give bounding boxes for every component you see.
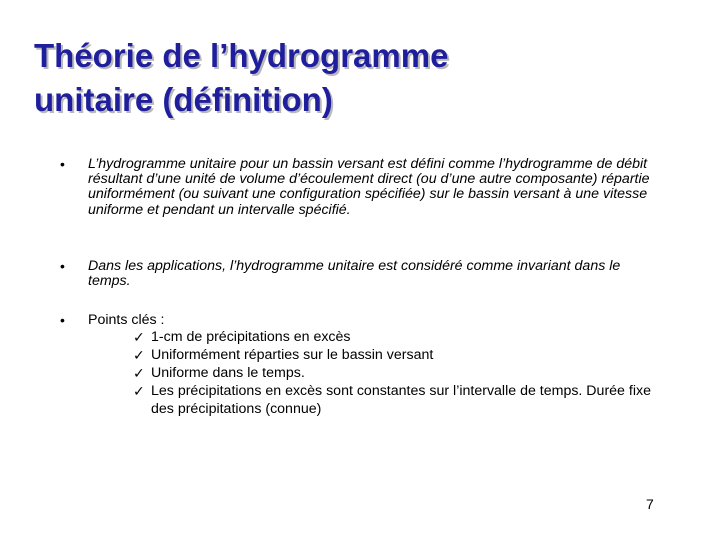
page-number: 7 (646, 496, 654, 512)
slide-title-line-1: Théorie de l’hydrogramme (34, 37, 449, 74)
checkmark-icon: ✓ (133, 329, 145, 346)
checkmark-icon: ✓ (133, 347, 145, 364)
bullet-text-block (88, 313, 666, 418)
bullet-marker: • (60, 156, 65, 172)
checkmark-icon: ✓ (133, 365, 145, 382)
bullet-text: L’hydrogramme unitaire pour un bassin versant est défini comme l’hydrogramme de débit résultant d’une unité de volume d’écoulement direct (ou d’une autre composante) répartie uniformément (ou suivant une configuration spécifiée) sur le bassin versant à une vitesse uniforme et pendant un intervalle spécifié. (88, 156, 650, 218)
checkmark-icon: ✓ (133, 383, 145, 400)
slide-title-line-2: unitaire (définition) (34, 81, 333, 118)
checklist-item-text: Uniformément réparties sur le bassin versant (151, 347, 434, 364)
checklist-item (133, 328, 653, 346)
checklist-item-text: Uniforme dans le temps. (151, 365, 305, 382)
key-points-checklist (133, 328, 653, 418)
checklist-item (133, 364, 653, 382)
checklist-item-text: 1-cm de précipitations en excès (151, 329, 351, 346)
bullet-text: Dans les applications, l’hydrogramme unitaire est considéré comme invariant dans le temps. (88, 258, 621, 290)
checklist-item-text: Les précipitations en excès sont constantes sur l’intervalle de temps. Durée fixe des précipitations (connue) (151, 383, 651, 418)
bullet-marker: • (60, 258, 65, 274)
checklist-item (133, 346, 653, 364)
bullet-marker: • (60, 312, 65, 328)
checklist-item (133, 382, 653, 418)
key-points-label: Points clés : (88, 312, 165, 328)
